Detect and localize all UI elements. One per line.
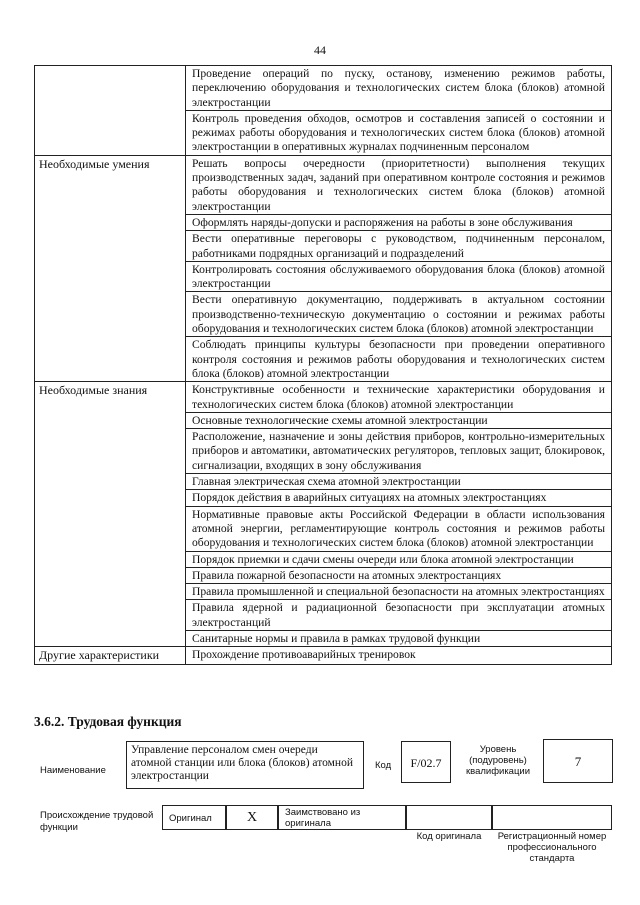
list-item: Решать вопросы очередности (приоритетности) выполнения текущих производственных задач, заданий при оперативном контроле состояния и режимов работы оборудования и технологических систем блока (блоков) атомной электростанции	[186, 156, 611, 215]
list-item: Нормативные правовые акты Российской Федерации в области использования атомной энергии, регламентирующие контроль состояния и режимов работы оборудования и технологических систем блока (блоков) атомной электростанции	[186, 507, 611, 552]
requirements-table	[34, 65, 612, 665]
list-item: Основные технологические схемы атомной электростанции	[186, 413, 611, 429]
list-item: Контроль проведения обходов, осмотров и составления записей о состоянии и режимах работы оборудования и технологических систем блока (блоков) атомной электростанции в оперативных журналах подчиненным персоналом	[192, 111, 605, 154]
list-item: Вести оперативную документацию, поддерживать в актуальном состоянии производственно-техническую документацию о состоянии и режимах работы оборудования и технологических систем блока (блоков) атомной электростанции	[186, 292, 611, 337]
list-item: Правила пожарной безопасности на атомных электростанциях	[186, 568, 611, 584]
table-row	[35, 382, 612, 647]
code-label: Код	[375, 760, 392, 771]
list-item: Конструктивные особенности и технические характеристики оборудования и технологических систем блока (блоков) атомной электростанции	[186, 382, 611, 413]
list-item: Правила ядерной и радиационной безопасности при эксплуатации атомных электростанций	[186, 600, 611, 631]
row-content	[186, 155, 612, 381]
name-label: Наименование	[40, 765, 106, 776]
code-original-label: Код оригинала	[416, 831, 482, 842]
page-number: 44	[314, 43, 326, 57]
row-label	[35, 66, 186, 156]
original-label: Оригинал	[169, 813, 212, 824]
list-item: Главная электрическая схема атомной электростанции	[186, 474, 611, 490]
original-cell	[162, 805, 226, 830]
section-title: 3.6.2. Трудовая функция	[34, 714, 182, 729]
table-row	[35, 155, 612, 381]
list-item: Прохождение противоаварийных тренировок	[192, 648, 416, 662]
list-item: Проведение операций по пуску, останову, изменению режимов работы, переключению оборудования и технологических систем блока (блоков) атомной электростанции	[186, 66, 611, 111]
list-item: Вести оперативные переговоры с руководством, подчиненным персоналом, работниками подрядных организаций и подразделений	[186, 231, 611, 262]
borrowed-label: Заимствовано из оригинала	[278, 805, 406, 830]
row-label: Другие характеристики	[35, 647, 186, 665]
level-label: Уровень (подуровень) квалификации	[465, 744, 531, 777]
list-item: Оформлять наряды-допуски и распоряжения на работы в зоне обслуживания	[186, 215, 611, 231]
row-content	[186, 647, 612, 665]
list-item: Правила промышленной и специальной безопасности на атомных электростанциях	[186, 584, 611, 600]
list-item: Соблюдать принципы культуры безопасности при проведении оперативного контроля состояния и режимов работы оборудования и технологических систем блока (блоков) атомной электростанции	[192, 338, 605, 380]
row-label: Необходимые знания	[35, 382, 186, 647]
list-item: Контролировать состояния обслуживаемого оборудования блока (блоков) атомной электростанции	[186, 262, 611, 293]
table-row	[35, 647, 612, 665]
origin-label: Происхождение трудовой функции	[40, 810, 154, 833]
code-value: F/02.7	[401, 741, 451, 783]
list-item: Расположение, назначение и зоны действия приборов, контрольно-измерительных приборов и автоматики, автоматических регуляторов, тепловых защит, блокировок, сигнализации, входящих в зону обслуживания	[186, 429, 611, 474]
list-item: Порядок приемки и сдачи смены очереди или блока атомной электростанции	[186, 552, 611, 568]
list-item: Санитарные нормы и правила в рамках трудовой функции	[192, 631, 481, 645]
original-mark: X	[226, 805, 278, 830]
list-item: Порядок действия в аварийных ситуациях на атомных электростанциях	[186, 490, 611, 506]
row-label: Необходимые умения	[35, 155, 186, 381]
reg-number-cell	[492, 805, 612, 830]
row-content	[186, 382, 612, 647]
level-value: 7	[543, 739, 613, 783]
code-original-cell	[406, 805, 492, 830]
name-value: Управление персоналом смен очереди атомной станции или блока (блоков) атомной электростанции	[126, 741, 364, 789]
table-row	[35, 66, 612, 156]
row-content	[186, 66, 612, 156]
reg-number-label: Регистрационный номер профессионального стандарта	[497, 831, 607, 864]
